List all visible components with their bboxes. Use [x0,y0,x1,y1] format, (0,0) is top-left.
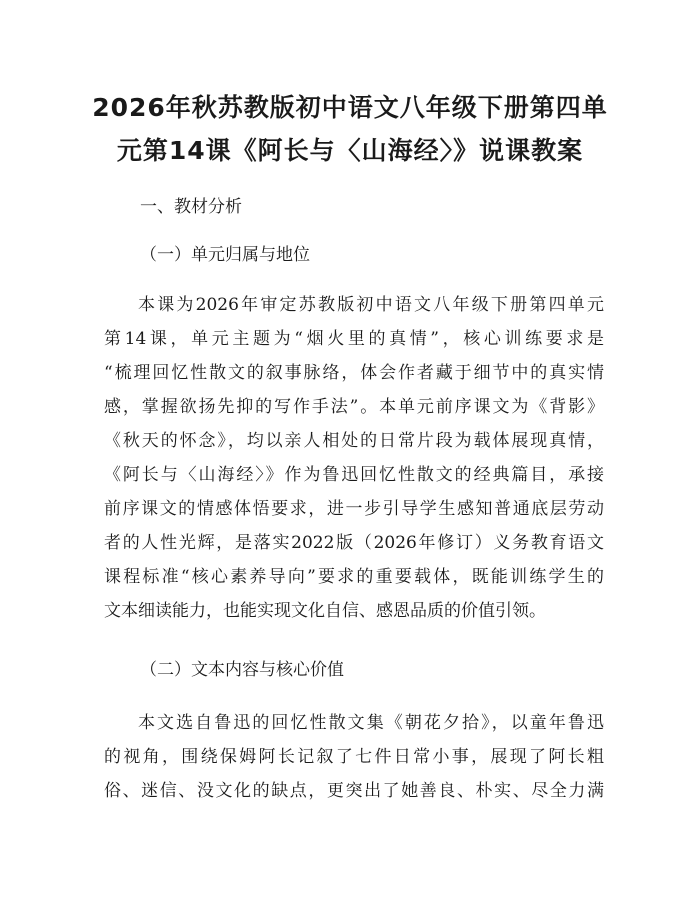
paragraph-line: 《秋天的怀念》，均以亲人相处的日常片段为载体展现真情， [104,431,604,451]
paragraph-unit-position [104,288,604,628]
paragraph-line: 《阿长与〈山海经〉》作为鲁迅回忆性散文的经典篇目，承接 [104,465,604,485]
document-title-line-2: 元第14课《阿长与〈山海经〉》说课教案 [116,136,584,165]
paragraph-line: 前序课文的情感体悟要求，进一步引导学生感知普通底层劳动 [104,499,604,519]
section-heading-teaching-material-analysis: 一、教材分析 [140,197,242,217]
paragraph-line: 的视角，围绕保姆阿长记叙了七件日常小事，展现了阿长粗 [104,747,604,767]
paragraph-line: 者的人性光辉，是落实2022版（2026年修订）义务教育语文 [104,533,604,553]
paragraph-line: 课程标准“核心素养导向”要求的重要载体，既能训练学生的 [104,567,604,587]
paragraph-line: 本课为2026年审定苏教版初中语文八年级下册第四单元 [138,295,604,315]
subsection-heading-text-content: （二）文本内容与核心价值 [140,660,344,680]
paragraph-line: 感，掌握欲扬先抑的写作手法”。本单元前序课文为《背影》 [104,397,604,417]
subsection-heading-unit-position: （一）单元归属与地位 [140,245,310,265]
document-title-line-1: 2026年秋苏教版初中语文八年级下册第四单 [92,93,608,122]
paragraph-line: 俗、迷信、没文化的缺点，更突出了她善良、朴实、尽全力满 [104,781,604,801]
paragraph-line: 文本细读能力，也能实现文化自信、感恩品质的价值引领。 [104,601,546,621]
paragraph-line: “梳理回忆性散文的叙事脉络，体会作者藏于细节中的真实情 [104,363,604,383]
paragraph-text-content [104,706,604,808]
paragraph-line: 第14课，单元主题为“烟火里的真情”，核心训练要求是 [104,329,604,349]
paragraph-line: 本文选自鲁迅的回忆性散文集《朝花夕拾》，以童年鲁迅 [138,713,604,733]
